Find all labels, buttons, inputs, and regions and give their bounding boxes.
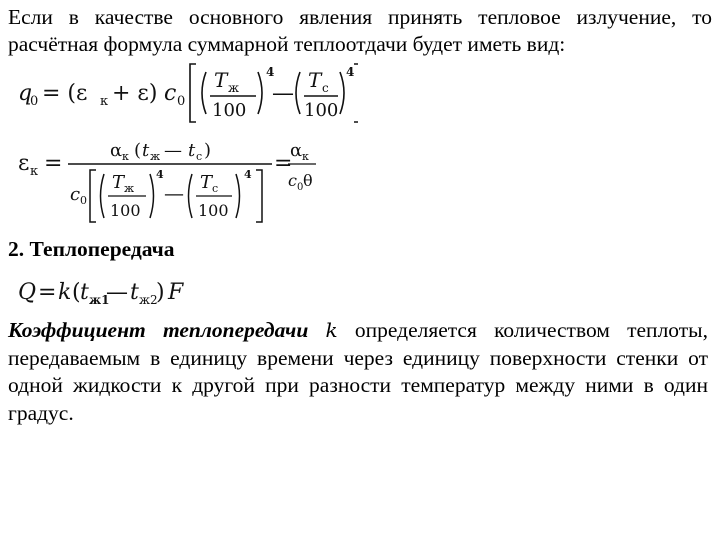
svg-text:= (ε: = (ε: [42, 81, 88, 106]
svg-text:=: =: [38, 280, 57, 305]
formula-eps-k-numerator: α: [110, 140, 123, 161]
formula-q0-t2: T: [308, 68, 322, 92]
svg-text:F: F: [168, 280, 184, 305]
svg-text:ж: ж: [124, 182, 135, 195]
svg-text:0: 0: [30, 94, 39, 109]
svg-text:(: (: [72, 280, 81, 305]
svg-text:ж: ж: [228, 81, 240, 95]
svg-text:—: —: [106, 280, 128, 305]
svg-text:): ): [156, 280, 165, 305]
formula-q0: [18, 62, 358, 124]
svg-text:ж1: ж1: [89, 293, 110, 307]
svg-text:к: к: [302, 150, 309, 163]
svg-text:(: (: [134, 140, 142, 161]
svg-text:к: к: [100, 94, 109, 109]
svg-text:θ: θ: [303, 171, 313, 190]
formula-eps-k-t2: T: [200, 172, 213, 193]
formula-q0-den2: 100: [304, 100, 339, 121]
svg-text:к: к: [30, 164, 39, 179]
svg-text:+ ε): + ε): [112, 81, 158, 106]
intro-text: Если в качестве основного явления принять тепловое излучение, то расчётная формула суммарной теплоотдачи будет иметь вид:: [8, 5, 712, 56]
svg-text:с: с: [212, 182, 219, 195]
svg-text:t: t: [142, 140, 150, 161]
formula-eps-k-t1: T: [112, 172, 125, 193]
formula-eps-k-rhs-num: α: [290, 140, 303, 161]
var-k: k: [325, 318, 338, 342]
svg-text:100: 100: [198, 201, 229, 220]
svg-text:—: —: [164, 181, 184, 205]
svg-text:): ): [204, 140, 212, 161]
svg-text:=: =: [44, 151, 63, 176]
formula-q0-t1: T: [214, 68, 228, 92]
svg-text:0: 0: [80, 194, 87, 207]
svg-text:100: 100: [110, 201, 141, 220]
svg-text:Q: Q: [18, 280, 37, 305]
svg-text:c: c: [70, 184, 81, 205]
formula-eps-k-lhs: ε: [18, 151, 30, 176]
definition-text: определяется количеством теплоты, передаваемым в единицу времени через единицу поверхности стенки от одной жидкости к другой при разности температур между ними в один градус.: [8, 318, 708, 425]
svg-text:4: 4: [346, 65, 355, 79]
svg-text:с: с: [196, 150, 203, 163]
formula-Q: [18, 275, 218, 309]
svg-text:с: с: [322, 81, 329, 95]
term-heat-transfer-coefficient: Коэффициент теплопередачи: [8, 318, 309, 342]
svg-text:к: к: [122, 150, 129, 163]
svg-text:t: t: [130, 280, 139, 305]
svg-text:—: —: [164, 140, 182, 161]
formula-eps-k: [18, 138, 318, 224]
svg-text:0: 0: [297, 182, 304, 193]
svg-text:=: =: [274, 151, 293, 176]
svg-text:ж2: ж2: [139, 293, 158, 307]
svg-text:—: —: [272, 81, 294, 106]
formula-q0-den1: 100: [212, 100, 247, 121]
svg-text:t: t: [80, 280, 89, 305]
section-heading: 2. Теплопередача: [8, 237, 175, 261]
svg-text:4: 4: [266, 65, 275, 79]
formula-eps-k-rhs-den: c: [288, 171, 297, 190]
svg-text:c: c: [164, 81, 177, 106]
definition-paragraph: [8, 317, 708, 427]
svg-text:0: 0: [177, 94, 186, 109]
svg-text:4: 4: [156, 168, 164, 181]
svg-text:4: 4: [244, 168, 252, 181]
svg-text:t: t: [188, 140, 196, 161]
svg-text:k: k: [58, 280, 72, 305]
svg-text:ж: ж: [150, 150, 161, 163]
formula-q0-lhs: q: [18, 81, 33, 106]
